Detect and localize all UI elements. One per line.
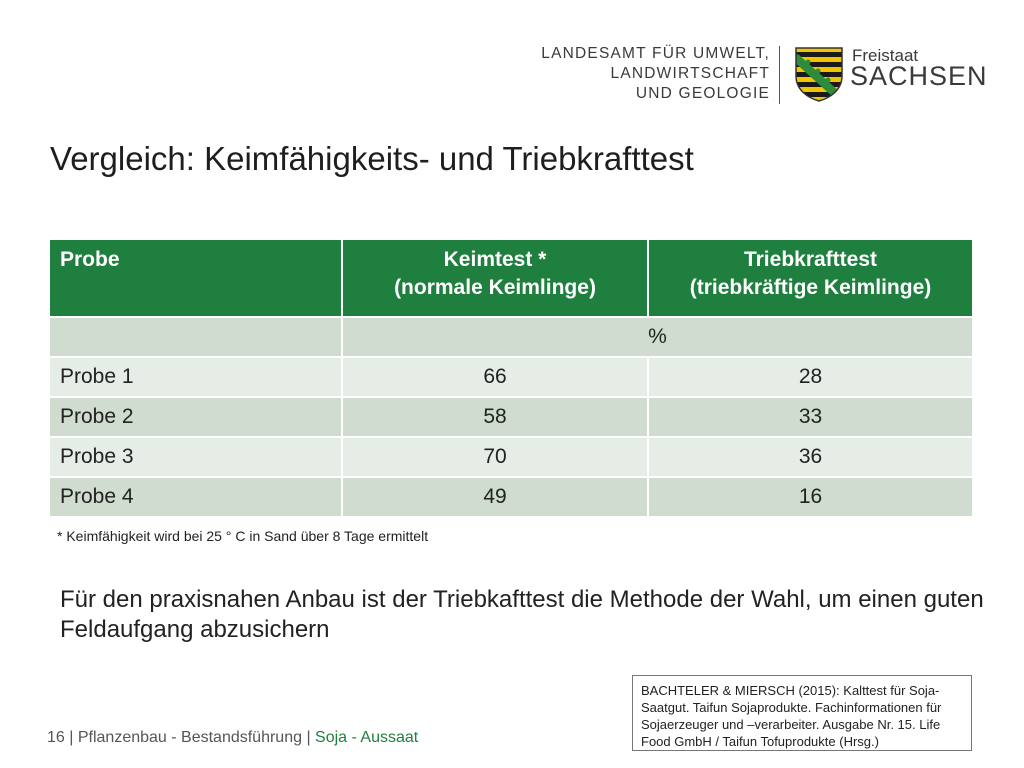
state-label-freistaat: Freistaat: [852, 46, 919, 65]
header-probe: [49, 239, 342, 317]
table-header-row: [49, 239, 973, 317]
saxony-coat-of-arms-icon: [794, 46, 844, 102]
keimtest-value: 58: [342, 397, 648, 437]
source-citation: BACHTELER & MIERSCH (2015): Kalttest für Soja-Saatgut. Taifun Sojaprodukte. Fachinformationen für Sojaerzeuger und –verarbeiter. Ausgabe Nr. 15. Life Food GmbH / Taifun Tofuprodukte (Hrsg.): [632, 675, 972, 751]
institution-line-2: LANDWIRTSCHAFT: [610, 65, 770, 82]
sample-name: Probe 3: [49, 437, 342, 477]
unit-cell: %: [342, 317, 973, 357]
sample-name: Probe 4: [49, 477, 342, 517]
footer-topic: Soja - Aussaat: [315, 729, 419, 746]
header-probe-label: Probe: [60, 248, 120, 271]
institution-name: [510, 44, 770, 104]
table-footnote: * Keimfähigkeit wird bei 25 ° C in Sand über 8 Tage ermittelt: [57, 528, 429, 544]
table-row: [49, 437, 973, 477]
keimtest-value: 70: [342, 437, 648, 477]
header-keimtest-label: Keimtest *: [443, 248, 547, 271]
unit-row-empty-cell: [49, 317, 342, 357]
footer-separator: |: [64, 729, 78, 746]
header-keimtest: [342, 239, 648, 317]
header-triebkrafttest-label: Triebkrafttest: [743, 248, 878, 271]
header-triebkrafttest: [648, 239, 973, 317]
keimtest-value: 66: [342, 357, 648, 397]
triebkrafttest-value: 28: [648, 357, 973, 397]
institution-line-3: UND GEOLOGIE: [635, 85, 770, 102]
footer-breadcrumb: [47, 729, 418, 747]
header-keimtest-sublabel: (normale Keimlinge): [394, 276, 596, 299]
keimtest-value: 49: [342, 477, 648, 517]
footer-page-number: 16: [47, 729, 65, 746]
header-triebkrafttest-sublabel: (triebkräftige Keimlinge): [689, 276, 932, 299]
state-label-sachsen: SACHSEN: [850, 61, 988, 91]
sample-name: Probe 2: [49, 397, 342, 437]
triebkrafttest-value: 33: [648, 397, 973, 437]
institution-line-1: LANDESAMT FÜR UMWELT,: [541, 45, 770, 62]
comparison-table: [48, 238, 974, 518]
conclusion-statement: Für den praxisnahen Anbau ist der Triebkafttest die Methode der Wahl, um einen guten Feldaufgang abzusichern: [60, 586, 984, 643]
unit-row: [49, 317, 973, 357]
table-row: [49, 397, 973, 437]
table-row: [49, 477, 973, 517]
table-row: [49, 357, 973, 397]
triebkrafttest-value: 16: [648, 477, 973, 517]
page-title: Vergleich: Keimfähigkeits- und Triebkrafttest: [50, 140, 694, 177]
footer-section: Pflanzenbau - Bestandsführung: [77, 729, 302, 746]
logo-divider: [779, 46, 780, 104]
triebkrafttest-value: 36: [648, 437, 973, 477]
footer-separator: |: [302, 729, 316, 746]
sample-name: Probe 1: [49, 357, 342, 397]
